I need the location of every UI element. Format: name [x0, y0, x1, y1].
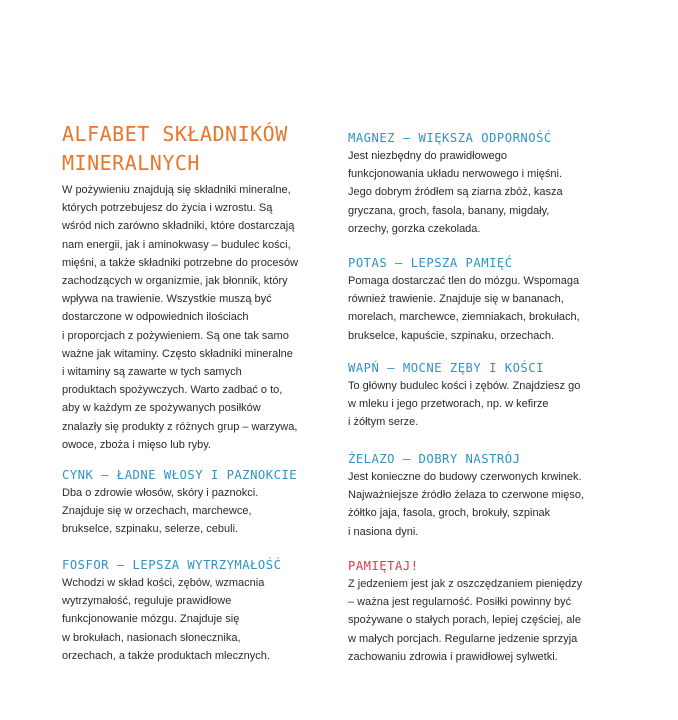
text-line: znalazły się produkty z różnych grup – warzywa, — [62, 420, 298, 433]
section-text — [348, 377, 616, 432]
section-text — [62, 484, 324, 539]
section-heading: FOSFOR – LEPSZA WYTRZYMAŁOŚĆ — [62, 558, 282, 572]
text-line: Wchodzi w skład kości, zębów, wzmacnia — [62, 577, 265, 589]
section-text — [348, 575, 616, 666]
text-line: których potrzebujesz do życia i wzrostu. Są — [62, 202, 273, 215]
intro-text — [62, 181, 324, 454]
text-line: funkcjonowanie mózgu. Znajduje się — [62, 613, 240, 626]
text-line: To główny budulec kości i zębów. Znajdziesz go — [348, 380, 581, 392]
text-line: wśród nich zarówno składniki, które dostarczają — [62, 220, 295, 233]
section-magnez — [348, 129, 616, 238]
text-line: wytrzymałość, reguluje prawidłowe — [62, 595, 232, 608]
intro-paragraph — [62, 181, 324, 454]
text-line: Znajduje się w orzechach, marchewce, — [62, 505, 252, 518]
text-line: – ważna jest regularność. Posiłki powinny być — [348, 596, 572, 609]
section-wapn — [348, 359, 616, 432]
text-line: zachowaniu zdrowia i prawidłowej sylwetki. — [348, 650, 558, 663]
text-line: Pomaga dostarczać tlen do mózgu. Wspomaga — [348, 275, 580, 287]
page-title-line-1: ALFABET SKŁADNIKÓW — [62, 122, 288, 146]
text-line: żółtko jaja, fasola, groch, brokuły, szpinak — [348, 507, 551, 520]
text-line: Dba o zdrowie włosów, skóry i paznokci. — [62, 487, 259, 499]
section-text — [348, 147, 616, 238]
text-line: orzechach, a także produktach mlecznych. — [62, 649, 270, 662]
text-line: mięśni, a także składniki potrzebne do procesów — [62, 256, 299, 269]
text-line: gryczana, groch, fasola, banany, migdały, — [348, 204, 550, 217]
section-text — [348, 272, 616, 345]
text-line: i nasiona dyni. — [348, 525, 419, 538]
text-line: dostarczone w odpowiednich ilościach — [62, 311, 249, 324]
text-line: i witaminy są zawarte w tych samych — [62, 366, 242, 379]
section-heading: WAPŃ – MOCNE ZĘBY I KOŚCI — [348, 361, 544, 375]
text-line: również trawienie. Znajduje się w bananach, — [348, 293, 564, 306]
section-cynk — [62, 466, 324, 539]
text-line: Jest niezbędny do prawidłowego — [348, 150, 507, 162]
text-line: w mleku i jego przetworach, np. w kefirze — [348, 398, 549, 411]
text-line: w brokułach, nasionach słonecznika, — [62, 631, 241, 644]
text-line: orzechy, gorzka czekolada. — [348, 222, 481, 235]
text-line: w małych porcjach. Regularne jedzenie sprzyja — [348, 632, 578, 645]
section-heading: MAGNEZ – WIĘKSZA ODPORNOŚĆ — [348, 131, 552, 145]
text-line: nam energii, jak i aminokwasy – budulec kości, — [62, 238, 291, 251]
section-potas — [348, 254, 616, 345]
text-line: zachodzących w organizmie, jak błonnik, który — [62, 275, 288, 288]
text-line: aby w każdym ze spożywanych posiłków — [62, 402, 261, 415]
text-line: brukselce, szpinaku, selerze, cebuli. — [62, 523, 239, 536]
section-pamietaj — [348, 557, 616, 666]
text-line: W pożywieniu znajdują się składniki mineralne, — [62, 184, 291, 196]
section-fosfor — [62, 556, 324, 665]
text-line: Jego dobrym źródłem są ziarna zbóż, kasza — [348, 186, 563, 199]
text-line: wpływa na trawienie. Wszystkie muszą być — [62, 293, 272, 306]
section-text — [348, 468, 616, 541]
text-line: i żółtym serze. — [348, 416, 419, 429]
page-title — [62, 120, 324, 178]
text-line: Z jedzeniem jest jak z oszczędzaniem pieniędzy — [348, 578, 583, 590]
section-text — [62, 574, 324, 665]
text-line: brukselce, kapuście, szpinaku, orzechach. — [348, 329, 555, 342]
text-line: funkcjonowania układu nerwowego i mięśni. — [348, 168, 563, 181]
reminder-heading: PAMIĘTAJ! — [348, 559, 419, 573]
section-heading: CYNK – ŁADNE WŁOSY I PAZNOKCIE — [62, 468, 298, 482]
section-zelazo — [348, 450, 616, 541]
text-line: spożywane o stałych porach, lepiej częściej, ale — [348, 614, 581, 627]
section-heading: ŻELAZO – DOBRY NASTRÓJ — [348, 452, 521, 466]
text-line: ważne jak witaminy. Często składniki mineralne — [62, 347, 293, 360]
text-line: Najważniejsze źródło żelaza to czerwone mięso, — [348, 489, 584, 502]
text-line: owoce, zboża i mięso lub ryby. — [62, 438, 211, 451]
section-heading: POTAS – LEPSZA PAMIĘĆ — [348, 256, 513, 270]
text-line: morelach, marchewce, ziemniakach, brokułach, — [348, 311, 580, 324]
page-title-line-2: MINERALNYCH — [62, 151, 200, 175]
text-line: Jest konieczne do budowy czerwonych krwinek. — [348, 471, 582, 483]
text-line: i proporcjach z pożywieniem. Są one tak samo — [62, 329, 289, 342]
text-line: produktach spożywczych. Warto zadbać o to, — [62, 384, 283, 397]
